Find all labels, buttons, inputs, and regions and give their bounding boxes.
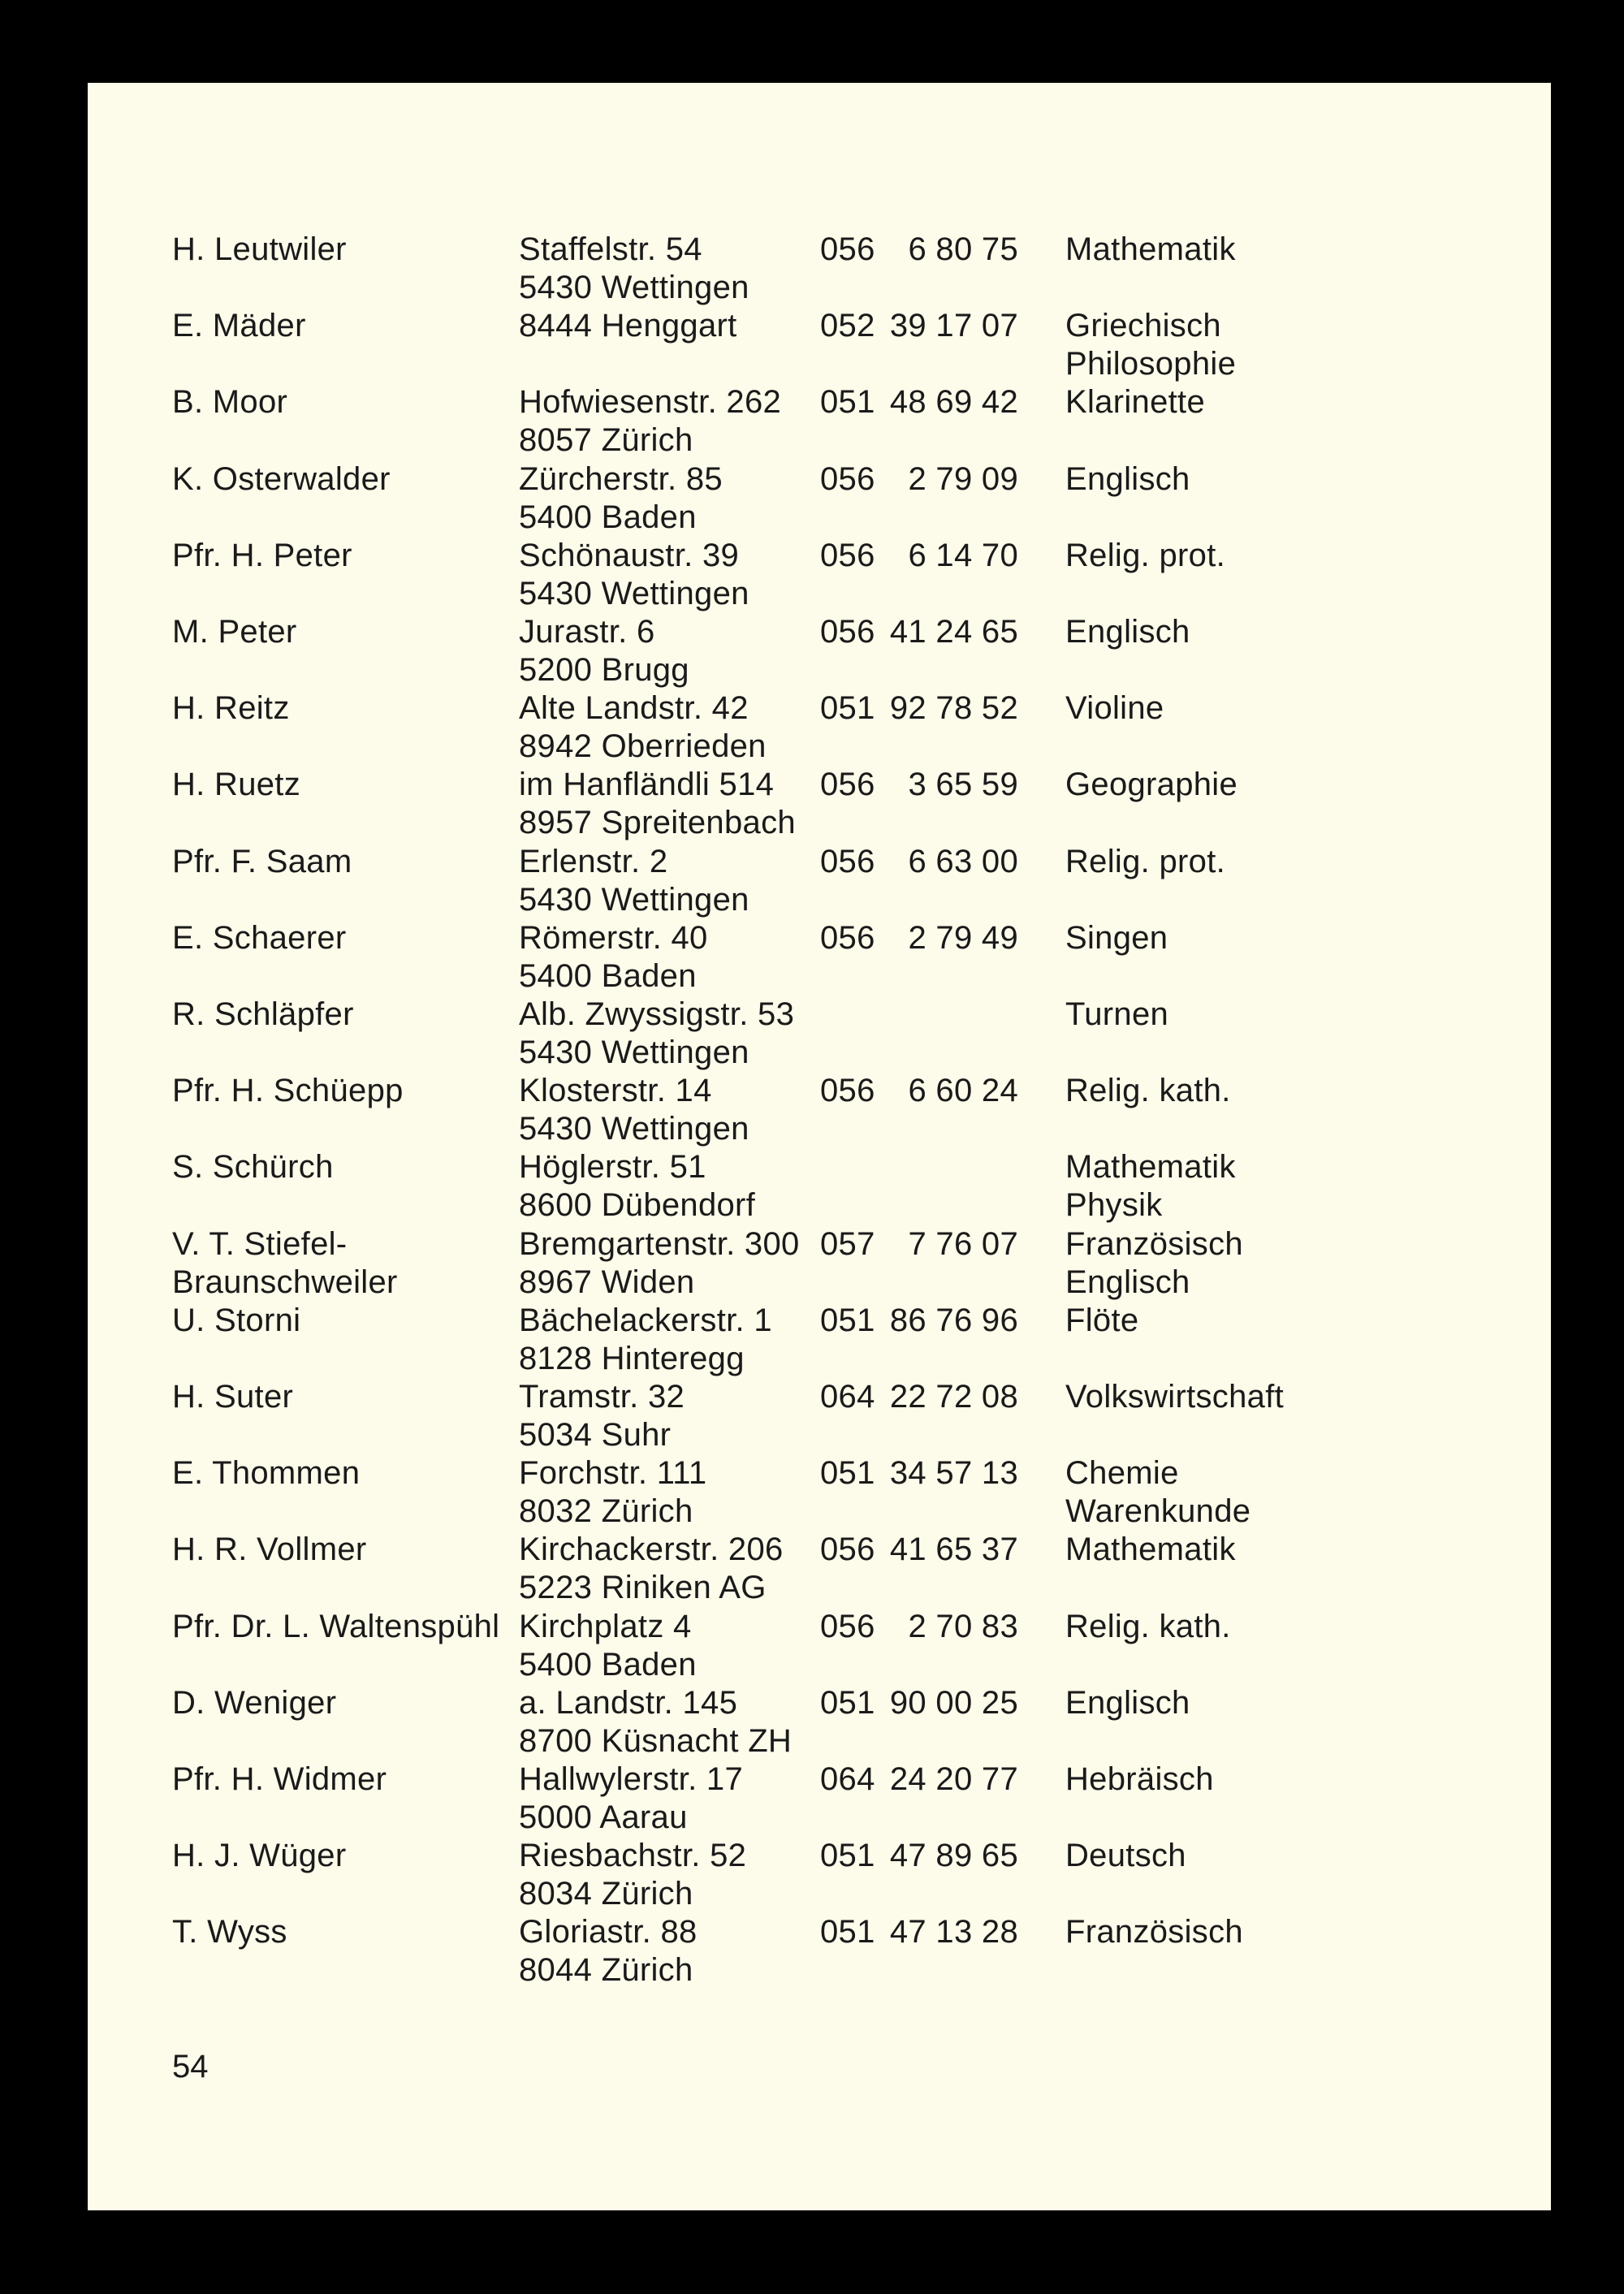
entry-subject: Relig. kath.	[1065, 1608, 1231, 1644]
entry-name: B. Moor	[172, 384, 288, 421]
directory-entry	[88, 1608, 1551, 1684]
entry-street: Klosterstr. 14	[519, 1073, 712, 1109]
directory-entry	[88, 460, 1551, 537]
entry-name: Pfr. Dr. L. Waltenspühl	[172, 1608, 500, 1644]
entry-subject: Englisch	[1065, 460, 1190, 497]
entry-city: 5430 Wettingen	[519, 270, 749, 305]
entry-name: H. Ruetz	[172, 767, 301, 803]
entry-phone-number: 39 17 07	[889, 308, 1018, 344]
entry-phone-number: 2 79 49	[908, 919, 1018, 956]
entry-area-code: 051	[820, 1302, 875, 1338]
document-page	[88, 83, 1551, 2210]
entry-name: H. J. Wüger	[172, 1838, 347, 1874]
entry-name-continued: Braunschweiler	[172, 1264, 398, 1300]
entry-subject-secondary: Warenkunde	[1065, 1493, 1251, 1530]
entry-phone-number: 48 69 42	[889, 384, 1018, 421]
entry-area-code: 051	[820, 1684, 875, 1721]
entry-area-code: 064	[820, 1379, 875, 1415]
entry-name: H. R. Vollmer	[172, 1531, 367, 1568]
directory-entry	[88, 1225, 1551, 1302]
entry-subject: Französisch	[1065, 1225, 1243, 1262]
entry-name: E. Schaerer	[172, 919, 347, 956]
directory-entry	[88, 1837, 1551, 1913]
entry-subject: Hebräisch	[1065, 1761, 1214, 1797]
directory-entry	[88, 383, 1551, 460]
entry-subject: Geographie	[1065, 767, 1238, 803]
entry-area-code: 056	[820, 537, 875, 573]
entry-phone-number: 41 24 65	[889, 614, 1018, 650]
directory-entry	[88, 1378, 1551, 1454]
entry-phone-number: 6 14 70	[908, 537, 1018, 573]
entry-street: im Hanfländli 514	[519, 767, 775, 803]
directory-entry	[88, 689, 1551, 766]
entry-phone-number: 41 65 37	[889, 1531, 1018, 1568]
entry-city: 5034 Suhr	[519, 1417, 672, 1453]
entry-street: Hofwiesenstr. 262	[519, 384, 782, 421]
entry-name: E. Thommen	[172, 1455, 361, 1492]
entry-area-code: 056	[820, 767, 875, 803]
entry-name: M. Peter	[172, 614, 297, 650]
directory-entry	[88, 996, 1551, 1072]
directory-entry	[88, 1302, 1551, 1378]
entry-city: 8032 Zürich	[519, 1493, 693, 1530]
entry-street: Tramstr. 32	[519, 1379, 685, 1415]
entry-phone-number: 3 65 59	[908, 767, 1018, 803]
entry-phone-number: 86 76 96	[889, 1302, 1018, 1338]
entry-phone-number: 34 57 13	[889, 1455, 1018, 1492]
entry-name: D. Weniger	[172, 1684, 337, 1721]
entry-area-code: 052	[820, 308, 875, 344]
entry-name: Pfr. H. Widmer	[172, 1761, 387, 1797]
entry-city: 8057 Zürich	[519, 422, 693, 459]
directory-entry	[88, 613, 1551, 689]
entry-subject-secondary: Physik	[1065, 1187, 1163, 1224]
entry-street: Forchstr. 111	[519, 1455, 707, 1492]
entry-phone-number: 6 63 00	[908, 843, 1018, 879]
entry-subject: Englisch	[1065, 614, 1190, 650]
entry-phone-number: 6 80 75	[908, 231, 1018, 267]
entry-street: Riesbachstr. 52	[519, 1838, 747, 1874]
directory-entry	[88, 1760, 1551, 1837]
entry-street: Alb. Zwyssigstr. 53	[519, 996, 795, 1032]
entry-area-code: 051	[820, 690, 875, 727]
entry-phone-number: 2 79 09	[908, 460, 1018, 497]
entry-name: U. Storni	[172, 1302, 301, 1338]
page-number: 54	[172, 2049, 209, 2084]
entry-area-code: 056	[820, 460, 875, 497]
entry-city: 8700 Küsnacht ZH	[519, 1722, 793, 1759]
entry-city: 8128 Hinteregg	[519, 1340, 745, 1376]
entry-phone-number: 24 20 77	[889, 1761, 1018, 1797]
entry-name: K. Osterwalder	[172, 460, 391, 497]
entry-street: a. Landstr. 145	[519, 1684, 738, 1721]
entry-street: Höglerstr. 51	[519, 1149, 706, 1186]
entry-street: Römerstr. 40	[519, 919, 708, 956]
entry-city: 5400 Baden	[519, 1646, 697, 1683]
entry-area-code: 057	[820, 1225, 875, 1262]
entry-subject: Turnen	[1065, 996, 1169, 1032]
entry-street: Erlenstr. 2	[519, 843, 668, 879]
entry-subject: Mathematik	[1065, 1531, 1236, 1568]
entry-street: Kirchackerstr. 206	[519, 1531, 784, 1568]
entry-street: Zürcherstr. 85	[519, 460, 723, 497]
entry-phone-number: 6 60 24	[908, 1073, 1018, 1109]
entry-subject: Griechisch	[1065, 308, 1221, 344]
entry-name: T. Wyss	[172, 1914, 287, 1951]
directory-entry	[88, 1531, 1551, 1607]
entry-city: 8967 Widen	[519, 1264, 695, 1300]
directory-entry	[88, 307, 1551, 383]
entry-city: 5430 Wettingen	[519, 881, 749, 918]
entry-subject: Klarinette	[1065, 384, 1205, 421]
entry-area-code: 051	[820, 1838, 875, 1874]
directory-entry	[88, 1454, 1551, 1531]
entry-name: Pfr. H. Peter	[172, 537, 352, 573]
entry-area-code: 056	[820, 1608, 875, 1644]
entry-subject: Volkswirtschaft	[1065, 1379, 1285, 1415]
entry-phone-number: 22 72 08	[889, 1379, 1018, 1415]
entry-area-code: 051	[820, 1455, 875, 1492]
entry-name: E. Mäder	[172, 308, 306, 344]
entry-area-code: 051	[820, 384, 875, 421]
directory-entry	[88, 537, 1551, 613]
entry-name: H. Reitz	[172, 690, 290, 727]
entry-subject: Chemie	[1065, 1455, 1179, 1492]
entry-street: Kirchplatz 4	[519, 1608, 692, 1644]
entry-area-code: 056	[820, 919, 875, 956]
entry-area-code: 056	[820, 1531, 875, 1568]
entry-name: S. Schürch	[172, 1149, 334, 1186]
entry-subject-secondary: Englisch	[1065, 1264, 1190, 1300]
entry-phone-number: 90 00 25	[889, 1684, 1018, 1721]
entry-area-code: 051	[820, 1914, 875, 1951]
entry-name: V. T. Stiefel-	[172, 1225, 348, 1262]
entry-subject: Mathematik	[1065, 231, 1236, 267]
entry-subject: Violine	[1065, 690, 1164, 727]
directory-entry	[88, 1913, 1551, 1989]
entry-name: Pfr. H. Schüepp	[172, 1073, 404, 1109]
entry-subject: Singen	[1065, 919, 1168, 956]
entry-area-code: 056	[820, 843, 875, 879]
entry-city: 5430 Wettingen	[519, 1035, 749, 1070]
entry-area-code: 056	[820, 231, 875, 267]
entry-subject: Französisch	[1065, 1914, 1243, 1951]
entry-phone-number: 47 89 65	[889, 1838, 1018, 1874]
entry-area-code: 056	[820, 614, 875, 650]
entry-name: H. Leutwiler	[172, 231, 347, 267]
entry-street: 8444 Henggart	[519, 308, 737, 344]
entry-street: Schönaustr. 39	[519, 537, 740, 573]
entry-city: 5430 Wettingen	[519, 1111, 749, 1147]
entry-city: 5000 Aarau	[519, 1799, 688, 1835]
directory-entry	[88, 919, 1551, 996]
entry-name: R. Schläpfer	[172, 996, 354, 1032]
entry-city: 8044 Zürich	[519, 1952, 693, 1989]
entry-street: Staffelstr. 54	[519, 231, 702, 267]
entry-city: 5400 Baden	[519, 957, 697, 994]
directory-entry	[88, 1148, 1551, 1225]
entry-city: 5430 Wettingen	[519, 575, 749, 611]
entry-street: Alte Landstr. 42	[519, 690, 749, 727]
entry-street: Gloriastr. 88	[519, 1914, 698, 1951]
entry-subject-secondary: Philosophie	[1065, 346, 1237, 382]
entry-street: Hallwylerstr. 17	[519, 1761, 743, 1797]
entry-subject: Flöte	[1065, 1302, 1139, 1338]
entry-phone-number: 47 13 28	[889, 1914, 1018, 1951]
entry-subject: Deutsch	[1065, 1838, 1186, 1874]
entry-name: Pfr. F. Saam	[172, 843, 352, 879]
entry-subject: Englisch	[1065, 1684, 1190, 1721]
entry-city: 5200 Brugg	[519, 652, 689, 688]
directory-entry	[88, 843, 1551, 919]
entry-subject: Relig. kath.	[1065, 1073, 1231, 1109]
directory-entry	[88, 1684, 1551, 1760]
entry-street: Jurastr. 6	[519, 614, 655, 650]
entry-city: 8600 Dübendorf	[519, 1187, 756, 1224]
entry-city: 8957 Spreitenbach	[519, 805, 796, 841]
entry-subject: Relig. prot.	[1065, 537, 1226, 573]
entry-city: 5223 Riniken AG	[519, 1570, 767, 1606]
entry-area-code: 056	[820, 1073, 875, 1109]
entry-area-code: 064	[820, 1761, 875, 1797]
directory-entry	[88, 766, 1551, 842]
directory-entry	[88, 1072, 1551, 1148]
entry-city: 8034 Zürich	[519, 1876, 693, 1912]
entry-street: Bächelackerstr. 1	[519, 1302, 772, 1338]
entry-city: 8942 Oberrieden	[519, 728, 767, 765]
entry-name: H. Suter	[172, 1379, 294, 1415]
entry-city: 5400 Baden	[519, 499, 697, 535]
directory-entry	[88, 231, 1551, 307]
entry-phone-number: 2 70 83	[908, 1608, 1018, 1644]
entry-subject: Relig. prot.	[1065, 843, 1226, 879]
entry-phone-number: 92 78 52	[889, 690, 1018, 727]
entry-phone-number: 7 76 07	[908, 1225, 1018, 1262]
entry-subject: Mathematik	[1065, 1149, 1236, 1186]
entry-street: Bremgartenstr. 300	[519, 1225, 800, 1262]
